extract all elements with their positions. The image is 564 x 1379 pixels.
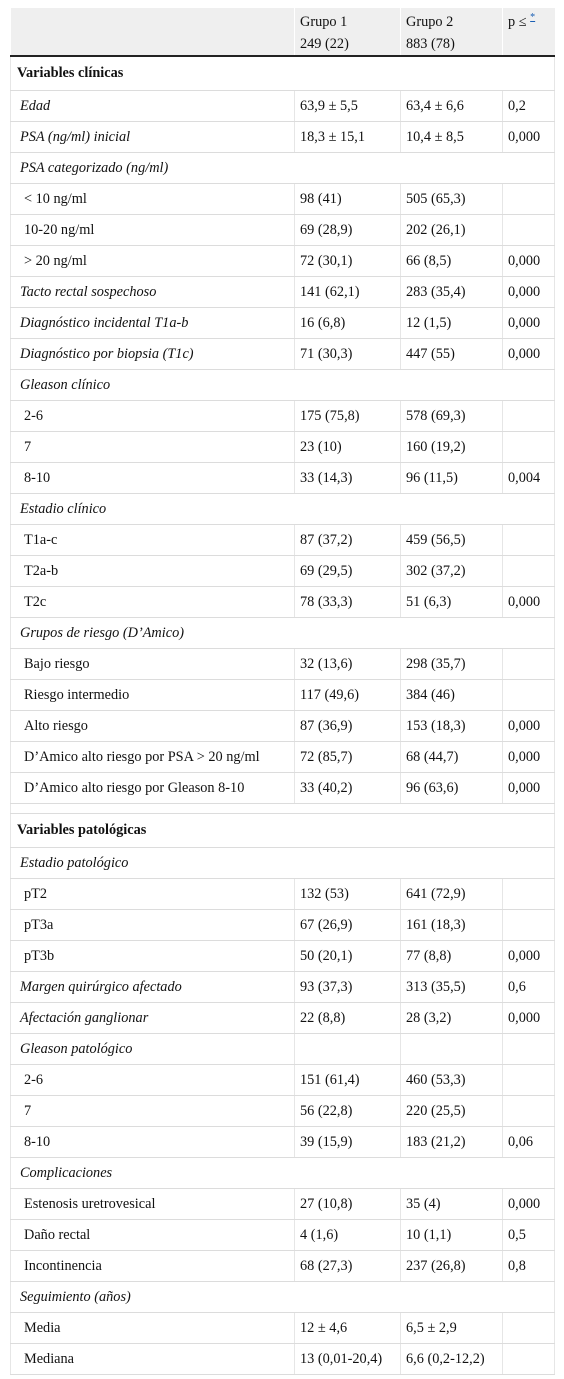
subcategory-label: 2-6 (11, 401, 295, 432)
group-2-value: 6,6 (0,2-12,2) (401, 1344, 503, 1375)
group-2-value: 505 (65,3) (401, 184, 503, 215)
group-1-value: 12 ± 4,6 (295, 1313, 401, 1344)
group-2-value: 384 (46) (401, 680, 503, 711)
group-2-value: 10 (1,1) (401, 1220, 503, 1251)
p-value (503, 1034, 555, 1065)
subcategory-label: Media (11, 1313, 295, 1344)
group-1-value: 63,9 ± 5,5 (295, 91, 401, 122)
table-row (11, 1251, 555, 1282)
table-row (11, 1158, 555, 1189)
table-body (11, 56, 555, 1375)
p-value: 0,004 (503, 463, 555, 494)
subcategory-label: T2a-b (11, 556, 295, 587)
group-1-value: 33 (40,2) (295, 773, 401, 804)
table-row (11, 910, 555, 941)
group-2-value: 447 (55) (401, 339, 503, 370)
table-row (11, 339, 555, 370)
subcategory-label: Incontinencia (11, 1251, 295, 1282)
group-1-value: 98 (41) (295, 184, 401, 215)
group-2-value: 298 (35,7) (401, 649, 503, 680)
table-row (11, 848, 555, 879)
table-header (11, 8, 555, 56)
table-row (11, 1189, 555, 1220)
p-value (503, 525, 555, 556)
category-label: Seguimiento (años) (11, 1282, 555, 1313)
table-row (11, 122, 555, 153)
p-value (503, 432, 555, 463)
spacer-row (11, 804, 555, 814)
subcategory-label: 2-6 (11, 1065, 295, 1096)
p-value: 0,5 (503, 1220, 555, 1251)
table-row (11, 525, 555, 556)
group-2-value: 96 (63,6) (401, 773, 503, 804)
table-row (11, 879, 555, 910)
category-label: Diagnóstico incidental T1a-b (11, 308, 295, 339)
subcategory-label: 8-10 (11, 463, 295, 494)
p-value (503, 556, 555, 587)
subcategory-label: D’Amico alto riesgo por Gleason 8-10 (11, 773, 295, 804)
group-2-value: 460 (53,3) (401, 1065, 503, 1096)
group-2-value: 161 (18,3) (401, 910, 503, 941)
table-row (11, 649, 555, 680)
group-2-value: 68 (44,7) (401, 742, 503, 773)
table-row (11, 494, 555, 525)
group-2-value: 283 (35,4) (401, 277, 503, 308)
p-value: 0,8 (503, 1251, 555, 1282)
group-1-value: 78 (33,3) (295, 587, 401, 618)
header-group-2-count: 883 (78) (406, 36, 455, 52)
table-row (11, 556, 555, 587)
footnote-link[interactable]: * (530, 12, 536, 24)
section-row (11, 814, 555, 848)
table-row (11, 680, 555, 711)
header-p-value (503, 8, 555, 56)
p-value: 0,000 (503, 1189, 555, 1220)
category-label: Margen quirúrgico afectado (11, 972, 295, 1003)
group-1-value: 151 (61,4) (295, 1065, 401, 1096)
group-1-value: 22 (8,8) (295, 1003, 401, 1034)
group-2-value: 202 (26,1) (401, 215, 503, 246)
group-1-value: 72 (85,7) (295, 742, 401, 773)
category-label: Estadio patológico (11, 848, 555, 879)
group-1-value: 87 (37,2) (295, 525, 401, 556)
group-2-value: 35 (4) (401, 1189, 503, 1220)
subcategory-label: Estenosis uretrovesical (11, 1189, 295, 1220)
p-value (503, 1096, 555, 1127)
group-1-value: 39 (15,9) (295, 1127, 401, 1158)
p-value (503, 1313, 555, 1344)
table-row (11, 1034, 555, 1065)
group-1-value: 72 (30,1) (295, 246, 401, 277)
p-value (503, 401, 555, 432)
p-value (503, 1344, 555, 1375)
p-value: 0,000 (503, 941, 555, 972)
subcategory-label: 7 (11, 432, 295, 463)
subcategory-label: Daño rectal (11, 1220, 295, 1251)
header-group-1 (295, 8, 401, 56)
p-value: 0,000 (503, 587, 555, 618)
table-row (11, 1313, 555, 1344)
subcategory-label: D’Amico alto riesgo por PSA > 20 ng/ml (11, 742, 295, 773)
group-1-value: 93 (37,3) (295, 972, 401, 1003)
group-1-value: 16 (6,8) (295, 308, 401, 339)
group-1-value: 141 (62,1) (295, 277, 401, 308)
group-2-value: 160 (19,2) (401, 432, 503, 463)
section-row (11, 56, 555, 91)
header-group-2-title: Grupo 2 (406, 14, 454, 30)
table-row (11, 370, 555, 401)
category-label: Grupos de riesgo (D’Amico) (11, 618, 555, 649)
table-row (11, 246, 555, 277)
group-1-value: 175 (75,8) (295, 401, 401, 432)
category-label: Diagnóstico por biopsia (T1c) (11, 339, 295, 370)
subcategory-label: T2c (11, 587, 295, 618)
subcategory-label: > 20 ng/ml (11, 246, 295, 277)
p-value: 0,000 (503, 246, 555, 277)
group-2-value: 183 (21,2) (401, 1127, 503, 1158)
header-variable (11, 8, 295, 56)
group-2-value: 6,5 ± 2,9 (401, 1313, 503, 1344)
p-value (503, 215, 555, 246)
table-row (11, 618, 555, 649)
p-value: 0,000 (503, 122, 555, 153)
p-value (503, 184, 555, 215)
group-1-value: 69 (29,5) (295, 556, 401, 587)
group-2-value: 63,4 ± 6,6 (401, 91, 503, 122)
group-2-value: 28 (3,2) (401, 1003, 503, 1034)
table-row (11, 941, 555, 972)
category-label: Gleason clínico (11, 370, 555, 401)
table-row (11, 1344, 555, 1375)
table-row (11, 432, 555, 463)
subcategory-label: 8-10 (11, 1127, 295, 1158)
header-p-label: p ≤ (508, 14, 527, 30)
group-1-value: 56 (22,8) (295, 1096, 401, 1127)
table-row (11, 972, 555, 1003)
category-label: Gleason patológico (11, 1034, 295, 1065)
p-value (503, 680, 555, 711)
group-1-value: 18,3 ± 15,1 (295, 122, 401, 153)
group-2-value: 578 (69,3) (401, 401, 503, 432)
group-1-value: 23 (10) (295, 432, 401, 463)
table-row (11, 463, 555, 494)
subcategory-label: pT3b (11, 941, 295, 972)
table-row (11, 153, 555, 184)
group-2-value: 237 (26,8) (401, 1251, 503, 1282)
table-row (11, 1065, 555, 1096)
p-value (503, 910, 555, 941)
group-1-value: 67 (26,9) (295, 910, 401, 941)
table-row (11, 711, 555, 742)
subcategory-label: 7 (11, 1096, 295, 1127)
table-row (11, 742, 555, 773)
group-2-value: 641 (72,9) (401, 879, 503, 910)
subcategory-label: Mediana (11, 1344, 295, 1375)
group-2-value: 302 (37,2) (401, 556, 503, 587)
p-value: 0,000 (503, 308, 555, 339)
p-value: 0,000 (503, 277, 555, 308)
group-1-value: 69 (28,9) (295, 215, 401, 246)
group-2-value: 12 (1,5) (401, 308, 503, 339)
p-value: 0,2 (503, 91, 555, 122)
header-group-1-title: Grupo 1 (300, 14, 348, 30)
subcategory-label: T1a-c (11, 525, 295, 556)
subcategory-label: pT3a (11, 910, 295, 941)
table-row (11, 215, 555, 246)
table-row (11, 91, 555, 122)
header-group-1-count: 249 (22) (300, 36, 349, 52)
group-1-value: 50 (20,1) (295, 941, 401, 972)
header-row (11, 8, 555, 56)
table-row (11, 773, 555, 804)
group-2-value: 10,4 ± 8,5 (401, 122, 503, 153)
p-value (503, 879, 555, 910)
group-2-value: 66 (8,5) (401, 246, 503, 277)
table-row (11, 1003, 555, 1034)
subcategory-label: pT2 (11, 879, 295, 910)
subcategory-label: Bajo riesgo (11, 649, 295, 680)
table-row (11, 587, 555, 618)
subcategory-label: Alto riesgo (11, 711, 295, 742)
category-label: Afectación ganglionar (11, 1003, 295, 1034)
subcategory-label: Riesgo intermedio (11, 680, 295, 711)
category-label: Tacto rectal sospechoso (11, 277, 295, 308)
table-row (11, 277, 555, 308)
group-1-value: 33 (14,3) (295, 463, 401, 494)
group-2-value (401, 1034, 503, 1065)
p-value (503, 1065, 555, 1096)
p-value: 0,6 (503, 972, 555, 1003)
category-label: Edad (11, 91, 295, 122)
table-row (11, 1127, 555, 1158)
table-row (11, 1220, 555, 1251)
group-1-value: 4 (1,6) (295, 1220, 401, 1251)
p-value: 0,06 (503, 1127, 555, 1158)
p-value: 0,000 (503, 339, 555, 370)
table-row (11, 1096, 555, 1127)
group-1-value: 132 (53) (295, 879, 401, 910)
section-heading: Variables patológicas (11, 814, 555, 848)
section-heading: Variables clínicas (11, 56, 555, 91)
group-1-value: 71 (30,3) (295, 339, 401, 370)
category-label: PSA (ng/ml) inicial (11, 122, 295, 153)
group-2-value: 96 (11,5) (401, 463, 503, 494)
table-row (11, 308, 555, 339)
group-2-value: 153 (18,3) (401, 711, 503, 742)
results-table-container (10, 8, 554, 1375)
p-value: 0,000 (503, 773, 555, 804)
group-2-value: 220 (25,5) (401, 1096, 503, 1127)
header-group-2 (401, 8, 503, 56)
group-1-value: 13 (0,01-20,4) (295, 1344, 401, 1375)
group-2-value: 313 (35,5) (401, 972, 503, 1003)
spacer-cell (11, 804, 555, 814)
category-label: PSA categorizado (ng/ml) (11, 153, 555, 184)
group-1-value (295, 1034, 401, 1065)
p-value: 0,000 (503, 742, 555, 773)
group-2-value: 51 (6,3) (401, 587, 503, 618)
table-row (11, 1282, 555, 1313)
table-row (11, 401, 555, 432)
table-row (11, 184, 555, 215)
category-label: Estadio clínico (11, 494, 555, 525)
p-value: 0,000 (503, 1003, 555, 1034)
group-1-value: 87 (36,9) (295, 711, 401, 742)
group-2-value: 459 (56,5) (401, 525, 503, 556)
group-1-value: 32 (13,6) (295, 649, 401, 680)
p-value (503, 649, 555, 680)
group-1-value: 117 (49,6) (295, 680, 401, 711)
category-label: Complicaciones (11, 1158, 555, 1189)
group-1-value: 68 (27,3) (295, 1251, 401, 1282)
group-1-value: 27 (10,8) (295, 1189, 401, 1220)
group-2-value: 77 (8,8) (401, 941, 503, 972)
subcategory-label: < 10 ng/ml (11, 184, 295, 215)
results-table (10, 8, 555, 1375)
subcategory-label: 10-20 ng/ml (11, 215, 295, 246)
p-value: 0,000 (503, 711, 555, 742)
